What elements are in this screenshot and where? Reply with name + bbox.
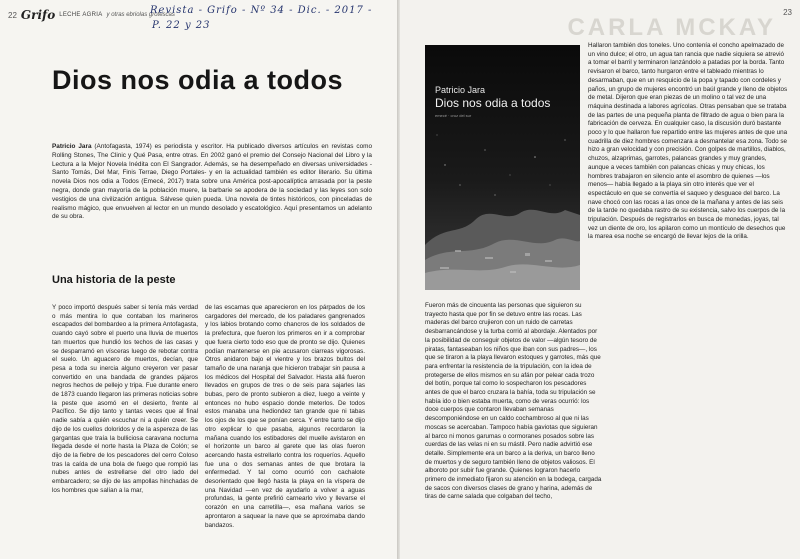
grifo-logo: Grifo xyxy=(20,8,56,22)
handwritten-note: Revista - Grifo - Nº 34 - Dic. - 2017 - xyxy=(150,5,373,16)
cover-artwork xyxy=(425,45,580,290)
section-subtitle: y otras ebriolas grotescas xyxy=(106,12,175,18)
cover-publisher: emecé · cruz del sur xyxy=(435,113,472,118)
body-column-2: de las escamas que aparecieron en los párpados de los cargadores del mercado, de los paladares gangrenados y los labios brotando como chancros de los soldados de la prefectura, que fueron los primeros en ir a comprobar que fuera cierto todo eso que de pronto se dijo. Quienes podían mantenerse en pie acusaron ciarreas vigorosas. Otros anidaron bajo el vientre y los brazos bultos del tamaño de una naranja que hicieron trabajar sin pausa a los médicos del Hospital del Salvador. Hasta allá fueron llevados en grupos de tres o de seis para sajarles las bubas, pero de pronto subieron a diez, luego a veinte y entonces no hubo espacio donde meterlos. De todos estos manaba una hediondez tan grande que ni tabas los ojos de los que se ponían cerca. Y entre tanto se dijo otro explicar lo que pasaba, algunos recordaron la mañana cuando los estibadores del muelle avistaron en el horizonte un barco al garete que las olas fueron acercando hasta estrellarlo contra los roqueríos. Aquello fue una o dos semanas antes de que brotara la enfermedad. Y tal como ocurrió con cachalote desorientado que llegó hasta la playa en la víspera de una Navidad —en vez de ayudarlo a volver a aguas profundas, la gente prefirió carnearlo vivo y llevarse el corazón en una carretilla—, esa mañana varios se aprontaron a saquear la nave que se aproximaba dando bandazos. xyxy=(205,304,365,529)
body-column-3: Hallaron también dos toneles. Uno contenía el concho apelmazado de un vino dulce; el otro, un agua tan rancia que nadie siquiera se atrevió a tomar el barril y terminaron lanzándolo a patadas por la borda. Tanto revisaron el barco, tanto hurgaron entre el tableado mientras lo desarmaban, que en un resquicio de la popa y tapado con cordeles y paños, un grupo de mujeres encontró un baúl grande y lleno de objetos de metal. Dijeron que eran piezas de un molino o tal vez de una máquina destinada a labores agrícolas. Otras pensaban que se trataba de las partes de una pequeña planta de filtrado de agua o bien para la fabricación de cerveza. En cualquier caso, la discusión duró bastante poco y lo que hallaron fue repartido entre las mujeres antes de que una cuadrilla de diez hombres comenzara a desmantelar esa zona. Todo se hizo a gran velocidad y con precisión. Con golpes de martillos, diablos, chuzos, alzaprimas, garrotes, palancas grandes y muy grandes, aunque a veces también con palancas chicas y muy chicas, los hombres trabajaron en silencio ante el asombro de quienes —los menos— había llegado a la playa sin otro interés que ver el espectáculo en que se convertía el saqueo y desguace del barco. La nave chocó con las rocas a las once de la mañana y antes de las seis de la tarde no quedaba rastro de su existencia, salvo los cuerpos de la tripulación. Después de registrarlos en busca de monedas, joyas, tal vez un diente de oro, los apilaron como un montículo de desechos que la marea esa noche se encargó de llevar lejos de la orilla. xyxy=(588,42,788,241)
left-page xyxy=(0,0,398,559)
intro-body: (Antofagasta, 1974) es periodista y escritor. Ha publicado diversos artículos en revistas como Rolling Stones, The Clinic y Qué Pasa, entre otras. En 2002 ganó el premio del Consejo Nacional del Libro y la Lectura a la Mejor Novela Inédita con El Sangrador. Además, se ha desempeñado en diversas universidades -Santo Tomás, Del Mar, Finis Terrae, Diego Portales- y en la actualidad también es editor literario. Su última novela Dios nos odia a Todos (Emecé, 2017) trata sobre una América post-apocalíptica arrasada por la peste negra, donde gran mayoría de la población muere, la barbarie se apodera de la sociedad y las leyes son solo vestigios de una civilización antigua. Sálvese quien pueda. Una novela de tintes históricos, con pinceladas de realismo mágico, que envuelven al lector en un mundo desolado y escatológico. Aquí presentamos un adelanto de su obra. xyxy=(52,143,372,221)
book-cover-image xyxy=(425,45,580,290)
page-number-right: 23 xyxy=(783,8,792,17)
cover-title: Dios nos odia a todos xyxy=(435,96,551,110)
page-number: 22 xyxy=(8,10,17,20)
cover-author: Patricio Jara xyxy=(435,85,486,95)
body-column-4: Fueron más de cincuenta las personas que siguieron su trayecto hasta que por fin se detuvo entre las rocas. Las maderas del barco crujieron con un ruido de carretas desbarrancándose y la turba corrió al abordaje. Alentados por la posibilidad de conseguir objetos de valor —algún tesoro de piratas, fantaseaban los niños que iban con sus padres—, los que se tiraron a la playa llevaron estoques y garrotes, más que para enfrentar la resistencia de la tripulación, con la idea de protegerse de ellos mismos en su afán por pelear cada trozo del botín, porque tal como lo sospecharon los pescadores antes de que el barco cruzara la bahía, toda su tripulación se había ido o bien estaba muerta, como de veras ocurrió: los doce cuerpos que contaron llevaban semanas descomponiéndose en un caldo cochambroso al que ni las moscas se acercaban. Tampoco había gaviotas que siguieran al barco ni monos garumas o cormoranes posados sobre las cuerdas de las velas ni en su mástil. Pero nadie advirtió ese detalle. Simplemente era un barco a la deriva, un barco lleno de muertos y de seguro también lleno de objetos valiosos. El alboroto por subir fue grande. Quienes lograron hacerlo primero de inmediato fijaron su atención en la bodega, cargada de sacos con diversos clases de grano y harina, además de tiras de carne salada que colgaban del techo, xyxy=(425,302,602,501)
body-column-1: Y poco importó después saber si tenía más verdad o más mentira lo que contaban los marineros escapados del bombardeo a la primera Antofagasta, cuando cayó sobre el puerto una lluvia de muertos tan muertos que hundió los techos de las casas y se desparramó en vísceras luego de rebotar contra el suelo. Un aguacero de muertos, decían, que pesa a toda su inercia alguno creyeron ver pasar convertido en una bandada de grandes pájaros negros hechos de pellejo y tripa. Fue durante enero de 1873 cuando llegaron las primeras noticias sobre la peste que asomó en el desierto, frente al Pacífico. Se dijo tanto y tantas veces que al final nadie sabía a quién escuchar ni a quién creer. Se dijo de los cuellos doloridos y de la aspereza de las gargantas que traía la bulliciosa caravana nocturna llegada desde el norte hasta la Plaza de Colón; se dijo de la fiebre de los pescadores del cerro Coloso tras la caída de una bola de fuego que rompió las nubes antes de estrellarse del otro lado del embarcadero; se dijo de las ampollas hinchadas de los hombres que salían a la mar, xyxy=(52,304,198,494)
article-title: Dios nos odia a todos xyxy=(52,65,344,95)
author-intro xyxy=(52,143,372,222)
intro-author-name: Patricio Jara xyxy=(52,143,92,150)
section-subheading: Una historia de la peste xyxy=(52,274,176,286)
handwritten-pages: P. 22 y 23 xyxy=(152,20,211,31)
right-page xyxy=(400,0,800,559)
section-name: LECHE AGRIA xyxy=(59,12,103,18)
faded-heading: CARLA MCKAY xyxy=(567,14,776,41)
